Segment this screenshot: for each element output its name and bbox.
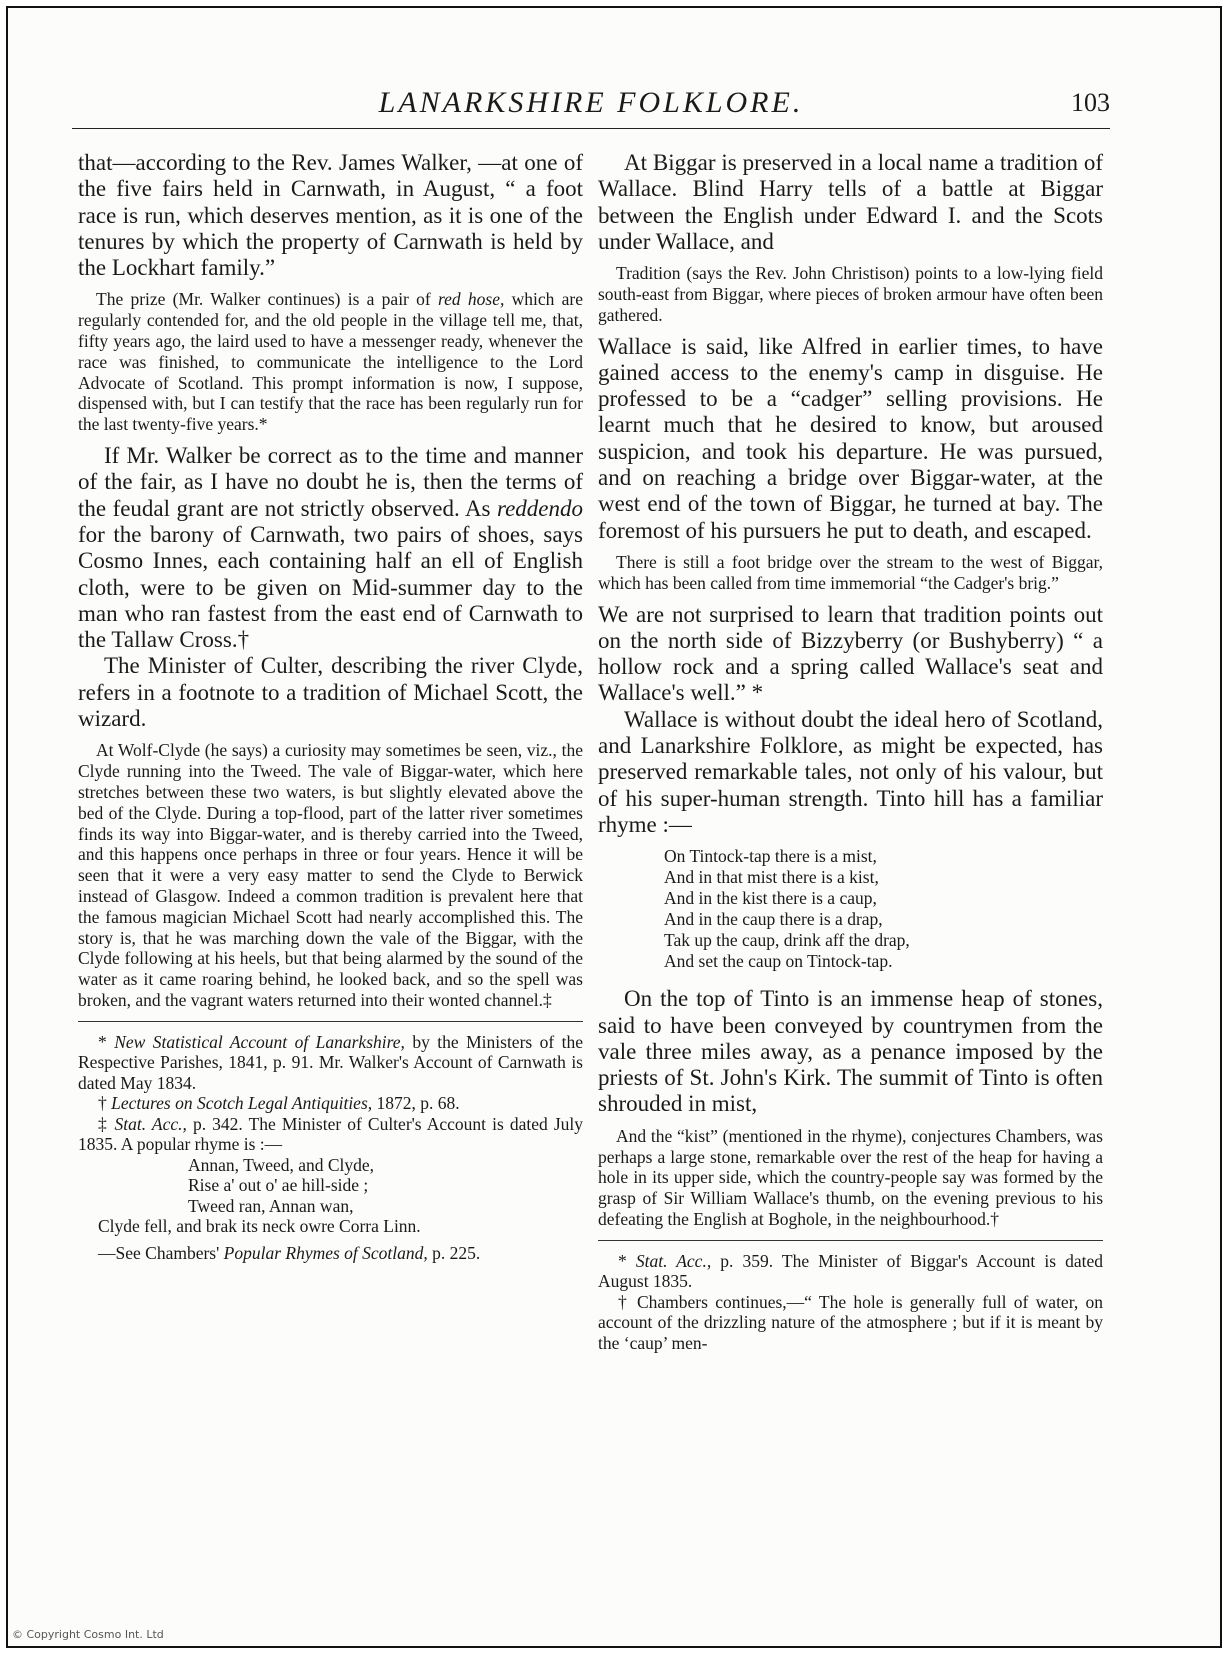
footnote: ‡ Stat. Acc., p. 342. The Minister of Culter's Account is dated July 1835. A popular rhyme is :— <box>78 1113 583 1155</box>
copyright-notice: © Copyright Cosmo Int. Ltd <box>12 1628 164 1641</box>
running-header <box>72 86 1110 124</box>
paragraph: At Biggar is preserved in a local name a tradition of Wallace. Blind Harry tells of a battle at Biggar between the English under Edward I. and the Scots under Wallace, and <box>598 150 1103 254</box>
footnote: † Lectures on Scotch Legal Antiquities, 1872, p. 68. <box>98 1093 460 1114</box>
verse-rhyme: On Tintock-tap there is a mist, And in that mist there is a kist, And in the kist there is a caup, And in the caup there is a drap, Tak up the caup, drink aff the drap, And set the caup on Tintock-tap. <box>664 846 910 972</box>
paragraph: Wallace is without doubt the ideal hero of Scotland, and Lanarkshire Folklore, as might be expected, has preserved remarkable tales, not only of his valour, but of his super-human strength. Tinto hill has a familiar rhyme :— <box>598 706 1103 837</box>
block-quote: The prize (Mr. Walker continues) is a pair of red hose, which are regularly contended for, and the old people in the village tell me, that, fifty years ago, the laird used to have a messenger ready, whenever the race was finished, to communicate the intelligence to the Lord Advocate of Scotland. This prompt information is now, I suppose, dispensed with, but I can testify that the race has been regularly run for the last twenty-five years.* <box>78 289 583 435</box>
paragraph: that—according to the Rev. James Walker, —at one of the five fairs held in Carnwath, in August, “ a foot race is run, which deserves mention, as it is one of the tenures by which the property of Carnwath is held by the Lockhart family.” <box>78 150 583 281</box>
running-title: LANARKSHIRE FOLKLORE. <box>378 86 804 119</box>
right-column <box>598 150 1103 1353</box>
footnote: † Chambers continues,—“ The hole is generally full of water, on account of the drizzling nature of the atmosphere ; but if it is meant by the ‘caup’ men- <box>598 1291 1103 1353</box>
footnote: * Stat. Acc., p. 359. The Minister of Biggar's Account is dated August 1835. <box>598 1250 1103 1292</box>
paragraph: We are not surprised to learn that tradition points out on the north side of Bizzyberry (or Bushyberry) “ a hollow rock and a spring called Wallace's seat and Wallace's well.” * <box>598 601 1103 706</box>
paragraph: If Mr. Walker be correct as to the time and manner of the fair, as I have no doubt he is, then the terms of the feudal grant are not strictly observed. As reddendo for the barony of Carnwath, two pairs of shoes, says Cosmo Innes, each containing half an ell of English cloth, were to be given on Mid-summer day to the man who ran fastest from the east end of Carnwath to the Tallaw Cross.† <box>78 443 583 653</box>
paragraph: On the top of Tinto is an immense heap of stones, said to have been conveyed by countrymen from the vale three miles away, as a penance imposed by the priests of St. John's Kirk. The summit of Tinto is often shrouded in mist, <box>598 986 1103 1117</box>
block-quote: There is still a foot bridge over the stream to the west of Biggar, which has been called from time immemorial “the Cadger's brig.” <box>598 551 1103 593</box>
footnotes <box>78 1021 583 1264</box>
footnote: * New Statistical Account of Lanarkshire, by the Ministers of the Respective Parishes, 1841, p. 91. Mr. Walker's Account of Carnwath is dated May 1834. <box>78 1031 584 1093</box>
footnote: —See Chambers' Popular Rhymes of Scotland, p. 225. <box>98 1242 481 1263</box>
paragraph: The Minister of Culter, describing the river Clyde, refers in a footnote to a tradition of Michael Scott, the wizard. <box>78 653 583 732</box>
left-column <box>78 150 583 1263</box>
block-quote: Tradition (says the Rev. John Christison) points to a low-lying field south-east from Biggar, where pieces of broken armour have often been gathered. <box>598 263 1103 325</box>
page-number: 103 <box>1071 88 1110 117</box>
paragraph: Wallace is said, like Alfred in earlier times, to have gained access to the enemy's camp in disguise. He professed to be a “cadger” selling provisions. He learnt much that he desired to know, but aroused suspicion, and took his departure. He was pursued, and on reaching a bridge over Biggar-water, at the west end of the town of Biggar, he turned at bay. The foremost of his pursuers he put to death, and escaped. <box>598 333 1103 543</box>
footnotes <box>598 1240 1103 1354</box>
header-rule <box>72 128 1110 129</box>
block-quote: And the “kist” (mentioned in the rhyme), conjectures Chambers, was perhaps a large stone, remarkable over the rest of the heap for having a hole in its upper side, which the country-people say was formed by the grasp of Sir William Wallace's thumb, on the evening previous to his defeating the English at Boghole, in the neighbourhood.† <box>598 1125 1103 1229</box>
block-quote: At Wolf-Clyde (he says) a curiosity may sometimes be seen, viz., the Clyde running into the Tweed. The vale of Biggar-water, which here stretches between these two waters, is but slightly elevated above the bed of the Clyde. During a top-flood, part of the latter river sometimes finds its way into Biggar-water, and is thereby carried into the Tweed, and this happens once perhaps in three or four years. Hence it will be seen that it were a very easy matter to send the Clyde to Berwick instead of Glasgow. Indeed a common tradition is prevalent here that the famous magician Michael Scott had nearly accomplished this. The story is, that he was marching down the vale of the Biggar, with the Clyde following at his heels, but that being alarmed by the sound of the water as it came roaring behind, he looked back, and so the spell was broken, and the vagrant waters returned into their wonted channel.‡ <box>78 740 583 1010</box>
footnote-rhyme: Annan, Tweed, and Clyde, Rise a' out o' ae hill-side ; Tweed ran, Annan wan, Clyde fell, and brak its neck owre Corra Linn. <box>98 1154 421 1237</box>
